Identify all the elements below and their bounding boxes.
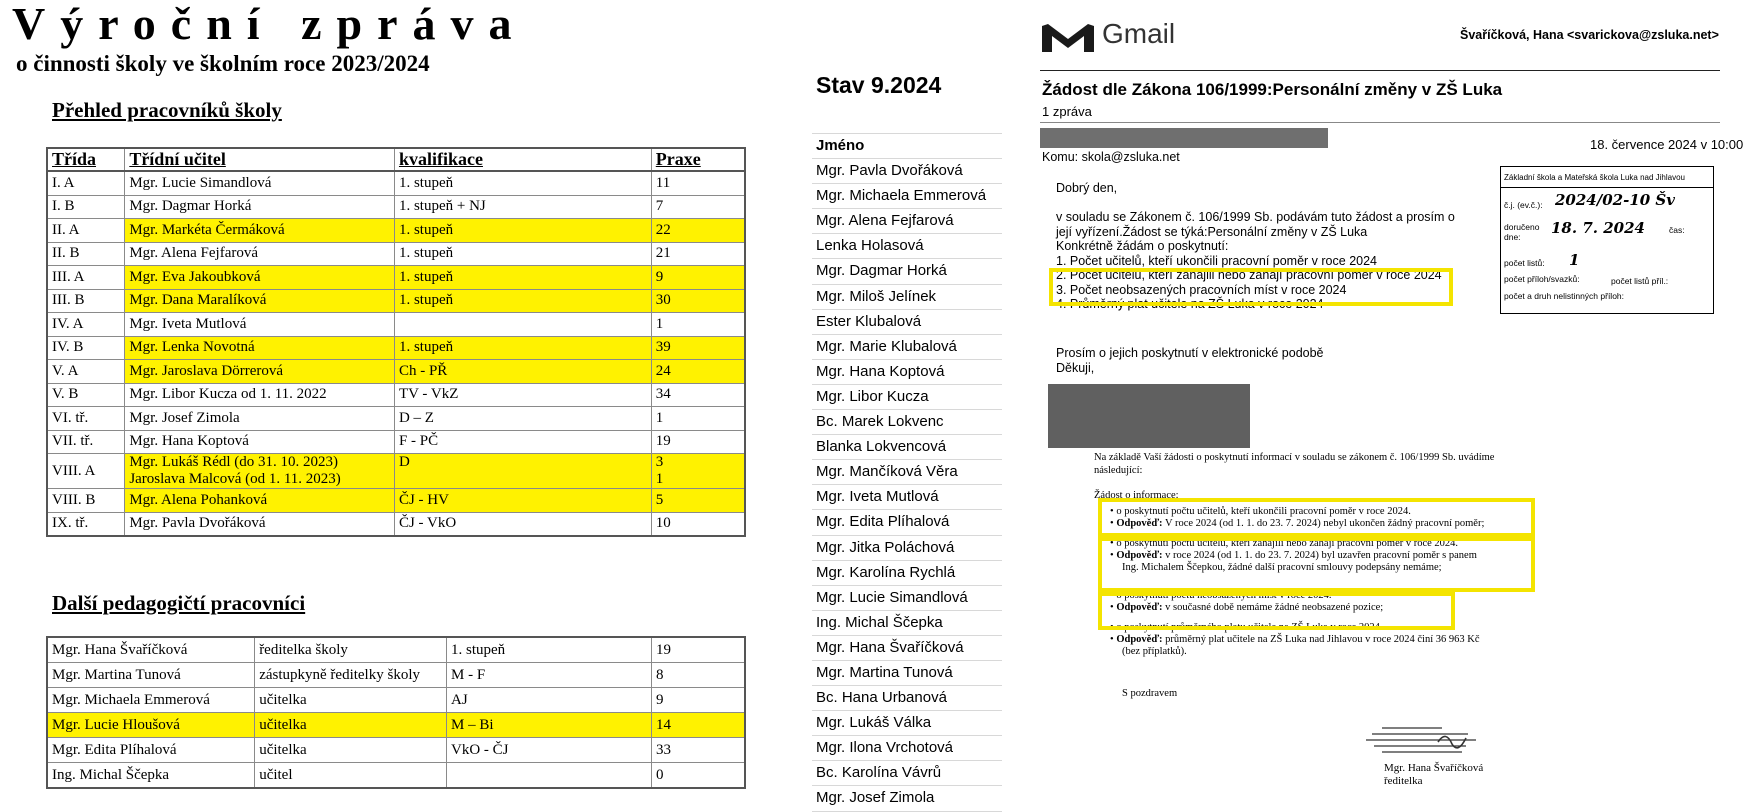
stamp-druhy-label: počet a druh nelistinných příloh: xyxy=(1504,291,1625,301)
ucitel-value: Mgr. Josef Zimola xyxy=(129,409,240,426)
praxe-cell: 9 xyxy=(651,688,745,713)
list-item: Ester Klubalová xyxy=(812,310,1002,335)
signature-role: ředitelka xyxy=(1384,775,1423,787)
praxe-cell: 33 xyxy=(651,738,745,763)
kval-value: Ch - PŘ xyxy=(398,362,448,379)
ucitel-value: Mgr. Pavla Dvořáková xyxy=(129,515,266,532)
class-cell: VIII. B xyxy=(47,489,125,513)
list-item: Mgr. Martina Tunová xyxy=(812,661,1002,686)
answer-text: v současné době nemáme žádné neobsazené pozice; xyxy=(1162,602,1384,613)
ucitel-cell xyxy=(125,512,395,536)
praxe-value: 30 xyxy=(655,292,671,309)
account-label: Švaříčková, Hana <svarickova@zsluka.net> xyxy=(1460,28,1719,42)
ucitel-cell xyxy=(125,489,395,513)
table-row xyxy=(47,763,745,789)
body-line: její vyřízení.Žádost se týká:Personální změny v ZŠ Luka xyxy=(1056,224,1368,239)
praxe-cell xyxy=(651,430,745,454)
class-cell: III. B xyxy=(47,289,125,313)
answer-text: V roce 2024 (od 1. 1. do 23. 7. 2024) nebyl ukončen žádný pracovní poměr; xyxy=(1162,518,1485,529)
section-heading-other: Další pedagogičtí pracovníci xyxy=(52,591,306,615)
list-item: Blanka Lokvencová xyxy=(812,435,1002,460)
list-item: Mgr. Mančíková Věra xyxy=(812,460,1002,485)
list-item: Mgr. Lukáš Válka xyxy=(812,711,1002,736)
ucitel-value: Mgr. Iveta Mutlová xyxy=(129,315,247,332)
table-row xyxy=(47,512,745,536)
ucitel-value: Mgr. Jaroslava Dörrerová xyxy=(129,362,284,379)
praxe-value: 39 xyxy=(655,339,671,356)
ucitel-cell xyxy=(125,407,395,431)
kval-value: 1. stupeň xyxy=(398,339,454,356)
closing-line: Děkuji, xyxy=(1056,360,1095,375)
table-row xyxy=(47,454,745,489)
kval-cell xyxy=(394,171,651,195)
stamp-listu-label: počet listů: xyxy=(1504,258,1545,268)
kval-cell xyxy=(394,430,651,454)
table-row xyxy=(47,195,745,219)
class-cell: IV. A xyxy=(47,313,125,337)
stamp-priloh-listu-label: počet listů příl.: xyxy=(1611,276,1669,286)
kval-value: TV - VkZ xyxy=(398,386,459,403)
praxe-cell xyxy=(651,407,745,431)
other-staff-table xyxy=(46,636,746,789)
answer-label: Odpověď: xyxy=(1116,602,1163,613)
table-header xyxy=(47,148,745,171)
jmeno-cell: Ing. Michal Ščepka xyxy=(47,763,255,789)
list-header: Jméno xyxy=(812,133,1002,159)
kval-cell xyxy=(394,383,651,407)
stav-title: Stav 9.2024 xyxy=(816,72,942,98)
praxe-cell: 19 xyxy=(651,637,745,663)
stamp-doruceno-value: 18. 7. 2024 xyxy=(1551,219,1645,237)
table-row xyxy=(47,663,745,688)
kval-cell xyxy=(394,489,651,513)
ucitel-value: Mgr. Lukáš Rédl (do 31. 10. 2023) xyxy=(129,454,339,470)
jmeno-cell: Mgr. Michaela Emmerová xyxy=(47,688,255,713)
ucitel-cell xyxy=(125,430,395,454)
praxe-value: 7 xyxy=(655,198,664,215)
column-header: Třída xyxy=(47,148,125,171)
praxe-value: 1 xyxy=(655,315,664,332)
kval-value: 1. stupeň xyxy=(398,221,454,238)
praxe-value: 11 xyxy=(655,174,671,191)
ucitel-value: Mgr. Markéta Čermáková xyxy=(129,221,285,238)
table-row xyxy=(47,313,745,337)
praxe-value: 22 xyxy=(655,221,671,238)
praxe-cell: 0 xyxy=(651,763,745,789)
ucitel-cell xyxy=(125,454,395,489)
list-item: Mgr. Josef Zimola xyxy=(812,786,1002,811)
answer-label: Odpověď: xyxy=(1116,634,1163,645)
reply-answer xyxy=(1110,634,1480,647)
kval-value: 1. stupeň xyxy=(398,245,454,262)
list-item: Mgr. Ilona Vrchotová xyxy=(812,736,1002,761)
funkce-cell: ředitelka školy xyxy=(255,637,447,663)
signature-name: Mgr. Hana Švaříčková xyxy=(1384,762,1484,774)
list-item: Mgr. Jitka Poláchová xyxy=(812,536,1002,561)
ucitel-cell xyxy=(125,266,395,290)
question-text: o poskytnutí průměrného platu učitele na ZŠ Luka v roce 2024. xyxy=(1116,622,1383,633)
list-item: Mgr. Hana Koptová xyxy=(812,360,1002,385)
reply-intro: Na základě Vaší žádosti o poskytnutí informací v souladu se zákonem č. 106/1999 Sb. uvádíme xyxy=(1094,452,1495,463)
jmeno-cell: Mgr. Hana Švaříčková xyxy=(47,637,255,663)
ucitel-value: Mgr. Dagmar Horká xyxy=(129,198,252,215)
highlight-box xyxy=(1049,268,1453,306)
bullet-icon: • xyxy=(1110,590,1117,601)
reply-request-label: Žádost o informace: xyxy=(1094,490,1179,501)
list-item: Ing. Michal Ščepka xyxy=(812,611,1002,636)
highlight-box xyxy=(1098,498,1535,537)
email-date: 18. července 2024 v 10:00 xyxy=(1590,137,1744,152)
ucitel-cell xyxy=(125,171,395,195)
jmeno-cell: Mgr. Edita Plíhalová xyxy=(47,738,255,763)
kval-cell: M – Bi xyxy=(447,713,652,738)
stamp-dne-label: dne: xyxy=(1504,232,1521,242)
kval-cell xyxy=(394,512,651,536)
list-item: Mgr. Alena Fejfarová xyxy=(812,209,1002,234)
table-row xyxy=(47,430,745,454)
bullet-icon: • xyxy=(1110,550,1117,561)
class-cell: IX. tř. xyxy=(47,512,125,536)
redacted-signature xyxy=(1048,384,1250,448)
body-line xyxy=(1056,196,1455,211)
stamp-doruceno-label: doručeno xyxy=(1504,222,1540,232)
praxe-cell xyxy=(651,195,745,219)
ucitel-cell xyxy=(125,336,395,360)
ucitel-value: Mgr. Eva Jakoubková xyxy=(129,268,261,285)
praxe-cell xyxy=(651,489,745,513)
list-item: Mgr. Lucie Simandlová xyxy=(812,586,1002,611)
funkce-cell: učitelka xyxy=(255,688,447,713)
praxe-cell xyxy=(651,219,745,243)
funkce-cell: učitelka xyxy=(255,713,447,738)
list-item: Mgr. Dagmar Horká xyxy=(812,259,1002,284)
table-row xyxy=(47,336,745,360)
class-cell: I. A xyxy=(47,171,125,195)
staff-table xyxy=(46,147,746,537)
staff-name-list xyxy=(812,133,1002,812)
list-item: Bc. Hana Urbanová xyxy=(812,686,1002,711)
class-cell: V. B xyxy=(47,383,125,407)
class-cell: VII. tř. xyxy=(47,430,125,454)
jmeno-cell: Mgr. Martina Tunová xyxy=(47,663,255,688)
answer-label: Odpověď: xyxy=(1116,518,1163,529)
kval-cell: M - F xyxy=(447,663,652,688)
question-text: o poskytnutí počtu učitelů, kteří zahájili nebo zahájí pracovní poměr v roce 2024. xyxy=(1116,538,1459,549)
table-row xyxy=(47,407,745,431)
ucitel-cell xyxy=(125,313,395,337)
stamp-cj-label: č.j. (ev.č.): xyxy=(1504,200,1543,210)
gmail-logo-text: Gmail xyxy=(1102,18,1176,49)
list-item: Mgr. Iveta Mutlová xyxy=(812,485,1002,510)
stamp-cas-label: čas: xyxy=(1669,225,1685,235)
praxe-value: 1 xyxy=(655,409,664,426)
message-count: 1 zpráva xyxy=(1042,104,1092,119)
table-row xyxy=(47,360,745,384)
praxe-cell: 14 xyxy=(651,713,745,738)
kval-cell xyxy=(394,407,651,431)
email-subject: Žádost dle Zákona 106/1999:Personální změny v ZŠ Luka xyxy=(1042,80,1503,99)
answer-continuation: (bez příplatků). xyxy=(1122,646,1187,657)
kval-cell xyxy=(394,360,651,384)
list-item: Lenka Holasová xyxy=(812,234,1002,259)
highlight-box xyxy=(1098,592,1455,630)
column-header: Třídní učitel xyxy=(125,148,395,171)
ucitel-value: Jaroslava Malcová (od 1. 11. 2023) xyxy=(129,471,341,487)
report-subtitle: o činnosti školy ve školním roce 2023/2024 xyxy=(16,51,430,76)
praxe-cell xyxy=(651,360,745,384)
table-row xyxy=(47,266,745,290)
class-cell: V. A xyxy=(47,360,125,384)
table-row xyxy=(47,171,745,195)
ucitel-cell xyxy=(125,242,395,266)
divider xyxy=(1040,122,1720,123)
praxe-value: 9 xyxy=(655,268,664,285)
ucitel-value: Mgr. Libor Kucza od 1. 11. 2022 xyxy=(129,386,327,403)
class-cell: III. A xyxy=(47,266,125,290)
praxe-cell xyxy=(651,242,745,266)
column-header: kvalifikace xyxy=(394,148,651,171)
table-row xyxy=(47,219,745,243)
ucitel-cell xyxy=(125,195,395,219)
section-heading-staff: Přehled pracovníků školy xyxy=(52,98,282,122)
ucitel-value: Mgr. Hana Koptová xyxy=(129,433,249,450)
funkce-cell: zástupkyně ředitelky školy xyxy=(255,663,447,688)
ucitel-cell xyxy=(125,219,395,243)
stamp-cj-value: 2024/02-10 Šv xyxy=(1555,191,1675,209)
body-line: 1. Počet učitelů, kteří ukončili pracovní poměr v roce 2024 xyxy=(1056,253,1377,268)
body-line: 3. Počet neobsazených pracovních míst v roce 2024 xyxy=(1056,282,1347,297)
class-cell: II. A xyxy=(47,219,125,243)
kval-cell xyxy=(394,454,651,489)
stamp-school: Základní škola a Mateřská škola Luka nad Jihlavou xyxy=(1504,173,1685,182)
reply-closing: S pozdravem xyxy=(1122,688,1178,699)
jmeno-cell: Mgr. Lucie Hloušová xyxy=(47,713,255,738)
kval-cell xyxy=(394,195,651,219)
stamp-listu-value: 1 xyxy=(1569,251,1580,269)
ucitel-value: Mgr. Lucie Simandlová xyxy=(129,174,272,191)
kval-value: ČJ - HV xyxy=(398,491,449,508)
kval-value: 1. stupeň xyxy=(398,292,454,309)
list-item: Bc. Karolína Vávrů xyxy=(812,761,1002,786)
kval-cell: 1. stupeň xyxy=(447,637,652,663)
list-item: Mgr. Marie Klubalová xyxy=(812,335,1002,360)
praxe-cell xyxy=(651,266,745,290)
list-item: Mgr. Libor Kucza xyxy=(812,385,1002,410)
kval-value: D xyxy=(398,454,410,470)
table-row xyxy=(47,688,745,713)
stamp-signature-icon xyxy=(1352,722,1492,756)
kval-value: 1. stupeň xyxy=(398,268,454,285)
class-cell: VI. tř. xyxy=(47,407,125,431)
body-line: v souladu se Zákonem č. 106/1999 Sb. podávám tuto žádost a prosím o xyxy=(1056,210,1455,224)
praxe-value: 21 xyxy=(655,245,671,262)
answer-continuation: Ing. Michalem Ščepkou, žádné další pracovní smlouvy podepsány nemáme; xyxy=(1122,562,1442,573)
body-line: 2. Počet učitelů, kteří zahájili nebo zahájí pracovní poměr v roce 2024 xyxy=(1056,268,1442,282)
bullet-icon: • xyxy=(1110,538,1117,549)
table-row xyxy=(47,738,745,763)
kval-cell xyxy=(447,763,652,789)
body-line: Konkrétně žádám o poskytnutí: xyxy=(1056,239,1229,253)
highlight-box xyxy=(1098,537,1535,592)
ucitel-cell xyxy=(125,360,395,384)
praxe-cell xyxy=(651,289,745,313)
praxe-cell: 8 xyxy=(651,663,745,688)
funkce-cell: učitelka xyxy=(255,738,447,763)
praxe-value: 1 xyxy=(655,471,664,487)
email-recipient: Komu: skola@zsluka.net xyxy=(1042,150,1180,164)
praxe-cell xyxy=(651,313,745,337)
praxe-cell xyxy=(651,454,745,489)
ucitel-value: Mgr. Alena Fejfarová xyxy=(129,245,259,262)
bullet-icon: • xyxy=(1110,518,1117,529)
answer-text: průměrný plat učitele na ZŠ Luka nad Jihlavou v roce 2024 činí 36 963 Kč xyxy=(1162,634,1480,645)
class-cell: I. B xyxy=(47,195,125,219)
question-text: o poskytnutí počtu učitelů, kteří ukončili pracovní poměr v roce 2024. xyxy=(1116,506,1411,517)
reply-intro: následující: xyxy=(1094,465,1143,476)
praxe-value: 10 xyxy=(655,515,671,532)
praxe-cell xyxy=(651,336,745,360)
list-item: Mgr. Michaela Emmerová xyxy=(812,184,1002,209)
kval-value: 1. stupeň xyxy=(398,174,454,191)
kval-cell xyxy=(394,289,651,313)
body-line: Dobrý den, xyxy=(1056,181,1118,195)
kval-value: 1. stupeň + NJ xyxy=(398,198,486,215)
email-closing xyxy=(1056,346,1324,375)
body-line: 4. Průměrný plat učitele na ZŠ Luka v roce 2024 xyxy=(1056,297,1324,311)
kval-cell xyxy=(394,313,651,337)
kval-value: ČJ - VkO xyxy=(398,515,457,532)
table-row xyxy=(47,489,745,513)
kval-cell xyxy=(394,219,651,243)
class-cell: IV. B xyxy=(47,336,125,360)
class-cell: II. B xyxy=(47,242,125,266)
praxe-value: 24 xyxy=(655,362,671,379)
bullet-icon: • xyxy=(1110,634,1117,645)
praxe-cell xyxy=(651,512,745,536)
question-text: o poskytnutí počtu neobsazených míst v roce 2024. xyxy=(1116,590,1332,601)
list-item: Mgr. Edita Plíhalová xyxy=(812,510,1002,535)
report-title: Výroční zpráva xyxy=(12,0,527,49)
praxe-value: 19 xyxy=(655,433,671,450)
praxe-value: 34 xyxy=(655,386,671,403)
redacted-sender xyxy=(1040,128,1328,148)
bullet-icon: • xyxy=(1110,622,1117,633)
funkce-cell: učitel xyxy=(255,763,447,789)
praxe-cell xyxy=(651,171,745,195)
list-item: Bc. Marek Lokvenc xyxy=(812,410,1002,435)
ucitel-value: Mgr. Alena Pohanková xyxy=(129,491,268,508)
table-row xyxy=(47,383,745,407)
kval-cell: AJ xyxy=(447,688,652,713)
kval-value: D – Z xyxy=(398,409,434,426)
table-row xyxy=(47,637,745,663)
divider xyxy=(1040,70,1720,71)
bullet-icon: • xyxy=(1110,506,1117,517)
kval-cell xyxy=(394,242,651,266)
stamp-priloh-label: počet příloh/svazků: xyxy=(1504,274,1580,284)
praxe-cell xyxy=(651,383,745,407)
table-row xyxy=(47,713,745,738)
list-item: Mgr. Miloš Jelínek xyxy=(812,285,1002,310)
praxe-value: 5 xyxy=(655,491,664,508)
bullet-icon: • xyxy=(1110,602,1117,613)
kval-value: F - PČ xyxy=(398,433,439,450)
ucitel-value: Mgr. Dana Maralíková xyxy=(129,292,267,309)
kval-cell xyxy=(394,336,651,360)
class-cell: VIII. A xyxy=(47,454,125,489)
answer-text: v roce 2024 (od 1. 1. do 23. 7. 2024) byl uzavřen pracovní poměr s panem xyxy=(1162,550,1477,561)
registry-stamp xyxy=(1500,166,1714,314)
table-row xyxy=(47,289,745,313)
closing-line: Prosím o jejich poskytnutí v elektronické podobě xyxy=(1056,346,1324,360)
kval-cell xyxy=(394,266,651,290)
kval-cell: VkO - ČJ xyxy=(447,738,652,763)
list-item: Mgr. Pavla Dvořáková xyxy=(812,159,1002,184)
list-item: Mgr. Hana Švaříčková xyxy=(812,636,1002,661)
gmail-logo-icon xyxy=(1040,22,1096,59)
ucitel-value: Mgr. Lenka Novotná xyxy=(129,339,255,356)
ucitel-cell xyxy=(125,289,395,313)
praxe-value: 3 xyxy=(655,454,664,470)
list-item: Mgr. Karolína Rychlá xyxy=(812,561,1002,586)
ucitel-cell xyxy=(125,383,395,407)
table-row xyxy=(47,242,745,266)
column-header: Praxe xyxy=(651,148,745,171)
answer-label: Odpověď: xyxy=(1116,550,1163,561)
